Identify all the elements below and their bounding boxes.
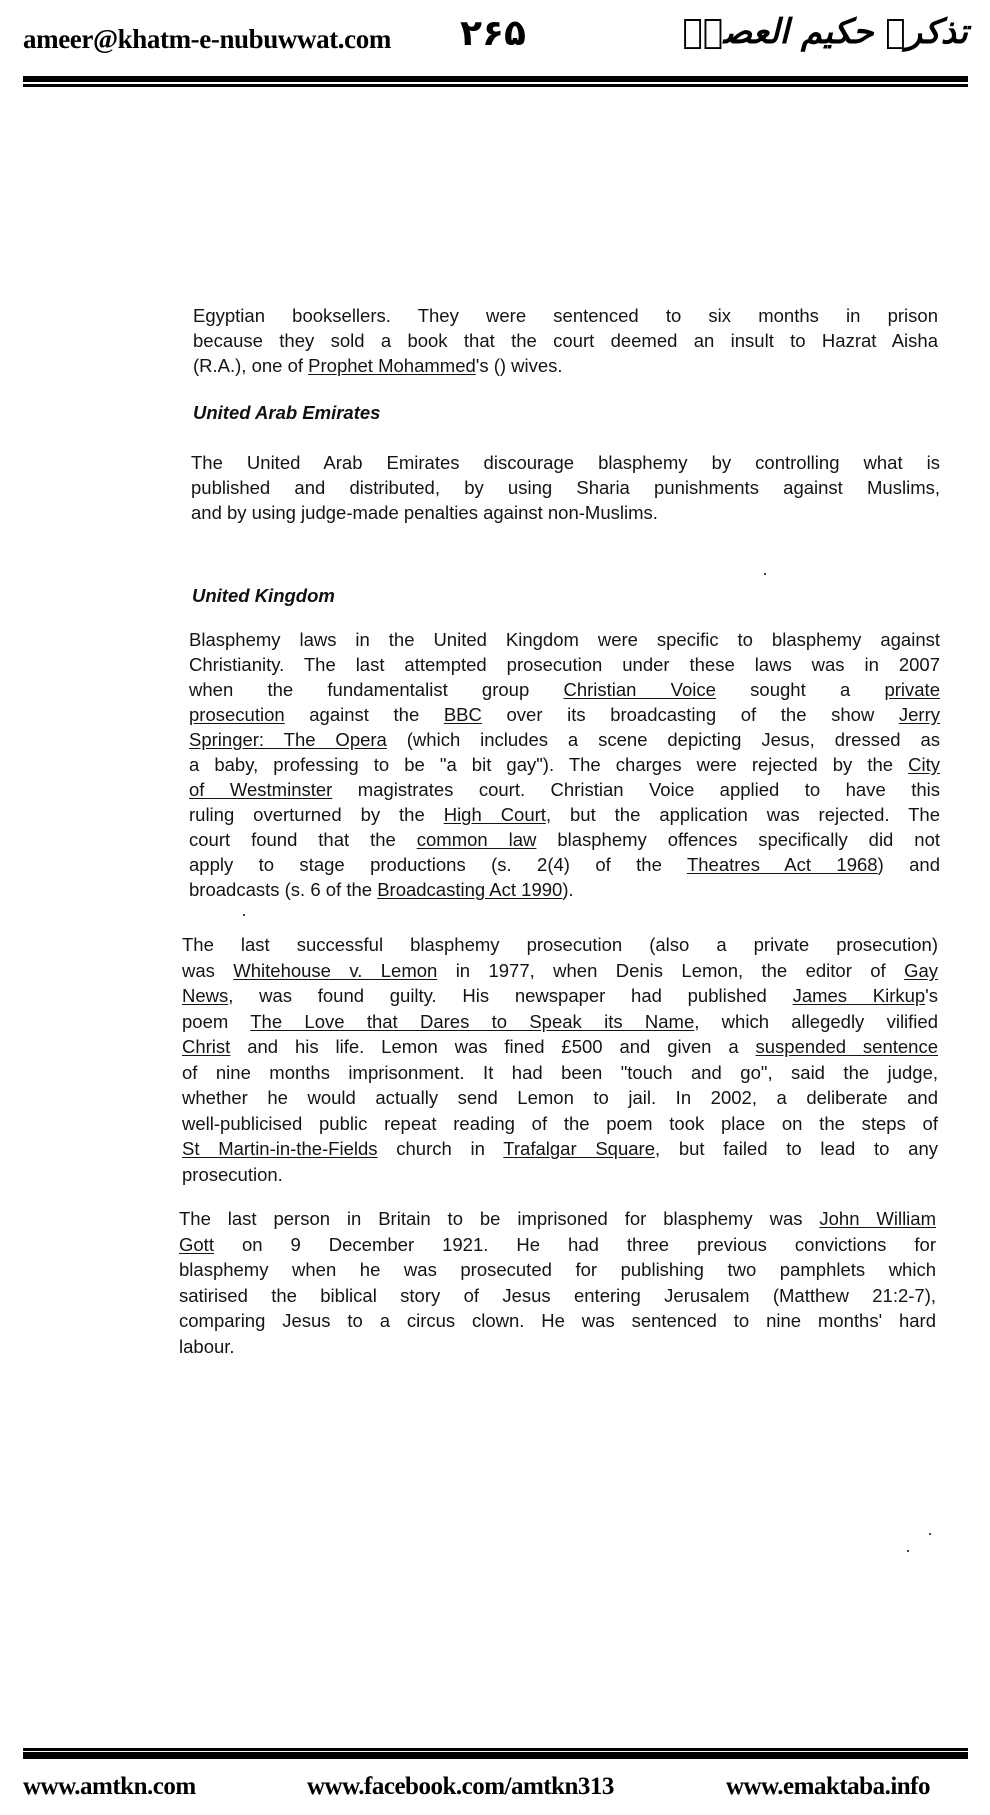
text-run: sought a <box>715 679 885 700</box>
text-run: (which includes a scene depicting Jesus, dressed as <box>386 729 940 750</box>
wiki-link[interactable]: High Court <box>443 804 546 825</box>
paragraph-line <box>189 679 940 701</box>
text-run: over its broadcasting of the show <box>481 704 899 725</box>
page-number: ۲۶۵ <box>460 13 526 54</box>
text-run: prosecution. <box>182 1163 283 1185</box>
wiki-link[interactable]: St Martin-in-the-Fields <box>182 1138 378 1159</box>
paragraph-line <box>182 1011 938 1033</box>
text-run: ). <box>562 879 574 900</box>
wiki-link[interactable]: of Westminster <box>189 779 333 800</box>
scan-speck <box>907 1550 909 1552</box>
paragraph-line <box>182 934 938 956</box>
wiki-link[interactable]: City <box>908 754 940 775</box>
paragraph-line <box>193 330 938 352</box>
wiki-link[interactable]: private <box>884 679 940 700</box>
text-run: whether he would actually send Lemon to jail. In 2002, a deliberate and <box>182 1087 938 1108</box>
wiki-link[interactable]: John William <box>819 1208 936 1229</box>
text-run: , which allegedly vilified <box>694 1010 939 1032</box>
paragraph-line <box>182 1113 938 1135</box>
wiki-link[interactable]: prosecution <box>189 704 285 725</box>
text-run: The last person in Britain to be imprisoned for blasphemy was <box>179 1208 820 1229</box>
book-title: تذکرہ حکیم العصرؒ <box>682 12 968 52</box>
paragraph-line <box>189 654 940 676</box>
wiki-link[interactable]: Gott <box>179 1233 214 1255</box>
wiki-link[interactable]: Springer: The Opera <box>189 729 387 750</box>
paragraph-line <box>182 1087 938 1109</box>
text-run: satirised the biblical story of Jesus entering Jerusalem (Matthew 21:2-7), <box>179 1284 936 1306</box>
paragraph-line <box>189 804 940 826</box>
header-rule-thick <box>23 76 968 82</box>
paragraph-line <box>193 305 938 327</box>
wiki-link[interactable]: The Love that Dares to Speak its Name <box>250 1010 695 1032</box>
paragraph-line <box>189 779 940 801</box>
text-run: poem <box>182 1010 251 1032</box>
scan-speck <box>929 1533 931 1535</box>
paragraph-line <box>179 1234 936 1256</box>
text-run: Blasphemy laws in the United Kingdom were specific to blasphemy against <box>189 629 940 650</box>
paragraph-line <box>189 829 940 851</box>
text-run: comparing Jesus to a circus clown. He was sentenced to nine months' hard <box>179 1310 936 1331</box>
text-run: church in <box>377 1138 504 1159</box>
paragraph-line <box>189 879 940 901</box>
text-run: published and distributed, by using Sharia punishments against Muslims, <box>191 477 940 498</box>
paragraph-line <box>189 729 940 751</box>
wiki-link[interactable]: Gay <box>904 959 938 981</box>
paragraph-line <box>179 1310 936 1332</box>
wiki-link[interactable]: James Kirkup <box>792 985 926 1006</box>
wiki-link[interactable]: suspended sentence <box>755 1036 938 1057</box>
text-run: of nine months imprisonment. It had been "touch and go", said the judge, <box>182 1061 938 1083</box>
wiki-link[interactable]: Whitehouse v. Lemon <box>233 959 438 981</box>
text-run: against the <box>284 704 444 725</box>
text-run: labour. <box>179 1335 235 1357</box>
text-run: magistrates court. Christian Voice applied to have this <box>332 779 940 800</box>
wiki-link[interactable]: Theatres Act 1968 <box>686 854 878 875</box>
text-run: in 1977, when Denis Lemon, the editor of <box>437 959 905 981</box>
paragraph-line <box>191 452 940 474</box>
text-run: , was found guilty. His newspaper had published <box>228 985 793 1006</box>
text-run: well-publicised public repeat reading of the poem took place on the steps of <box>182 1112 938 1134</box>
wiki-link[interactable]: Christ <box>182 1036 231 1057</box>
paragraph-line <box>182 1138 938 1160</box>
paragraph-line <box>179 1336 936 1358</box>
text-run: apply to stage productions (s. 2(4) of the <box>189 854 687 875</box>
text-run: on 9 December 1921. He had three previous convictions for <box>213 1233 936 1255</box>
text-run: because they sold a book that the court deemed an insult to Hazrat Aisha <box>193 330 938 351</box>
paragraph-line <box>193 355 938 377</box>
text-run: 's <box>925 985 938 1006</box>
paragraph-line <box>179 1285 936 1307</box>
text-run: when the fundamentalist group <box>189 679 564 700</box>
wiki-link[interactable]: BBC <box>443 704 482 725</box>
text-run: blasphemy offences specifically did not <box>536 829 940 850</box>
text-run: court found that the <box>189 829 417 850</box>
paragraph-line <box>189 854 940 876</box>
paragraph-line <box>182 1062 938 1084</box>
text-run: The United Arab Emirates discourage blasphemy by controlling what is <box>191 452 940 473</box>
paragraph-line <box>179 1208 936 1230</box>
header-email: ameer@khatm-e-nubuwwat.com <box>23 24 391 54</box>
text-run: 's () wives. <box>475 355 563 376</box>
header-rule-thin <box>23 84 968 87</box>
wiki-link[interactable]: News <box>182 985 229 1006</box>
wiki-link[interactable]: Trafalgar Square <box>503 1138 655 1159</box>
scan-speck <box>764 573 766 575</box>
text-run: The last successful blasphemy prosecution (also a private prosecution) <box>182 934 938 955</box>
footer-link-amtkn[interactable]: www.amtkn.com <box>23 1773 196 1800</box>
text-run: Egyptian booksellers. They were sentenced to six months in prison <box>193 305 938 326</box>
paragraph-line <box>189 704 940 726</box>
paragraph-line <box>182 985 938 1007</box>
text-run: and his life. Lemon was fined £500 and given a <box>230 1036 756 1057</box>
text-run: , but failed to lead to any <box>655 1138 939 1159</box>
text-run: blasphemy when he was prosecuted for publishing two pamphlets which <box>179 1259 936 1280</box>
paragraph-line <box>189 629 940 651</box>
text-run: (R.A.), one of <box>193 355 309 376</box>
wiki-link[interactable]: Jerry <box>898 704 940 725</box>
wiki-link[interactable]: Christian Voice <box>563 679 716 700</box>
text-run: a baby, professing to be "a bit gay"). The charges were rejected by the <box>189 754 909 775</box>
paragraph-line <box>179 1259 936 1281</box>
text-run: was <box>182 959 234 981</box>
paragraph-line <box>182 1036 938 1058</box>
wiki-link[interactable]: Prophet Mohammed <box>308 355 476 376</box>
paragraph-line <box>182 1164 938 1186</box>
text-run: ruling overturned by the <box>189 804 444 825</box>
paragraph-line <box>182 960 938 982</box>
text-run: Christianity. The last attempted prosecution under these laws was in 2007 <box>189 654 940 675</box>
text-run: ) and <box>877 854 941 875</box>
wiki-link[interactable]: common law <box>416 829 537 850</box>
text-run: , but the application was rejected. The <box>545 804 940 825</box>
text-run: and by using judge-made penalties against non-Muslims. <box>191 502 658 523</box>
footer-link-emaktaba[interactable]: www.emaktaba.info <box>726 1773 931 1800</box>
footer-link-facebook[interactable]: www.facebook.com/amtkn313 <box>307 1773 614 1800</box>
paragraph-line <box>191 477 940 499</box>
scan-speck <box>243 914 245 916</box>
section-heading: United Kingdom <box>192 585 335 606</box>
paragraph-line <box>191 502 940 524</box>
wiki-link[interactable]: Broadcasting Act 1990 <box>377 879 563 900</box>
text-run: broadcasts (s. 6 of the <box>189 879 378 900</box>
footer-rule-thin <box>23 1748 968 1751</box>
section-heading: United Arab Emirates <box>193 402 381 423</box>
paragraph-line <box>189 754 940 776</box>
footer-rule-thick <box>23 1752 968 1759</box>
